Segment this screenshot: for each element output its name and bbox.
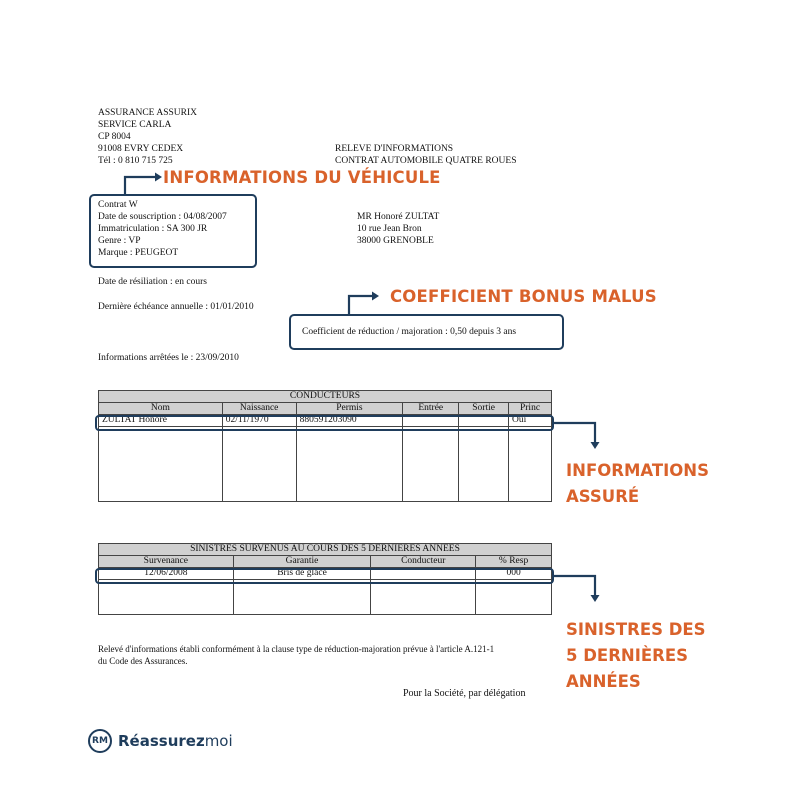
arrow-sinistres-icon — [553, 571, 603, 611]
echeance-date: Dernière échéance annuelle : 01/01/2010 — [98, 302, 254, 312]
col-princ: Princ — [509, 403, 552, 415]
logo-monogram-text: RM — [92, 736, 108, 746]
col-garantie: Garantie — [233, 556, 371, 568]
document-title-line2: CONTRAT AUTOMOBILE QUATRE ROUES — [335, 156, 517, 166]
legal-text — [98, 643, 494, 667]
col-nom: Nom — [99, 403, 223, 415]
insured-street: 10 rue Jean Bron — [357, 224, 422, 234]
vehicle-genre: Genre : VP — [98, 236, 141, 246]
insured-address — [357, 211, 439, 247]
annotation-vehicule: INFORMATIONS DU VÉHICULE — [163, 168, 441, 187]
table-row-empty — [99, 427, 552, 502]
col-naissance: Naissance — [222, 403, 296, 415]
conducteurs-table — [98, 390, 552, 502]
vehicle-info — [98, 199, 227, 259]
sinistres-title: SINISTRES SURVENUS AU COURS DES 5 DERNIERES ANNEES — [99, 544, 552, 556]
logo-text-part2: moi — [204, 732, 233, 750]
insured-row-highlight — [95, 415, 554, 431]
arrow-assure-icon — [553, 418, 603, 458]
col-permis: Permis — [296, 403, 403, 415]
insured-name: MR Honoré ZULTAT — [357, 212, 440, 222]
cell-survenance: 12/06/2008 — [99, 568, 234, 580]
annotation-sinistres — [566, 617, 706, 695]
annotation-bonus-malus: COEFFICIENT BONUS MALUS — [390, 287, 657, 306]
vehicle-contrat: Contrat W — [98, 200, 138, 210]
cell-garantie: Bris de glace — [233, 568, 371, 580]
cell-naissance: 02/11/1970 — [222, 415, 296, 427]
sender-city: 91008 EVRY CEDEX — [98, 144, 184, 154]
col-conducteur: Conducteur — [371, 556, 476, 568]
signature-text: Pour la Société, par délégation — [403, 688, 526, 699]
cell-permis: 880591203090 — [296, 415, 403, 427]
col-resp: % Resp — [476, 556, 552, 568]
cell-resp: 000 — [476, 568, 552, 580]
col-sortie: Sortie — [459, 403, 509, 415]
conducteurs-title: CONDUCTEURS — [99, 391, 552, 403]
annotation-sinistres-line1: SINISTRES DES — [566, 620, 706, 639]
vehicle-souscription: Date de souscription : 04/08/2007 — [98, 212, 227, 222]
logo-text — [118, 732, 233, 750]
sender-company: ASSURANCE ASSURIX — [98, 108, 197, 118]
vehicle-marque: Marque : PEUGEOT — [98, 248, 179, 258]
insured-city: 38000 GRENOBLE — [357, 236, 434, 246]
sender-cp: CP 8004 — [98, 132, 131, 142]
col-survenance: Survenance — [99, 556, 234, 568]
col-entree: Entrée — [403, 403, 459, 415]
vehicle-immatriculation: Immatriculation : SA 300 JR — [98, 224, 208, 234]
legal-line1: Relevé d'informations établi conformément à la clause type de réduction-majoration prévue à l'article A.121-1 — [98, 644, 495, 654]
resiliation-date: Date de résiliation : en cours — [98, 277, 207, 287]
informations-arretees: Informations arrêtées le : 23/09/2010 — [98, 353, 239, 363]
annotation-assure — [566, 458, 709, 510]
annotation-assure-line1: INFORMATIONS — [566, 461, 709, 480]
sender-service: SERVICE CARLA — [98, 120, 172, 130]
annotation-sinistres-line2: 5 DERNIÈRES — [566, 646, 688, 665]
sinistre-row-highlight — [95, 568, 554, 584]
sender-block — [98, 107, 197, 167]
annotation-sinistres-line3: ANNÉES — [566, 672, 641, 691]
annotation-assure-line2: ASSURÉ — [566, 487, 640, 506]
cell-princ: Oui — [509, 415, 552, 427]
coefficient-text: Coefficient de réduction / majoration : 0,50 depuis 3 ans — [302, 327, 517, 337]
sender-phone: Tél : 0 810 715 725 — [98, 156, 173, 166]
table-row-empty — [99, 580, 552, 615]
logo-monogram-icon — [88, 729, 112, 753]
cell-nom: ZULTAT Honoré — [99, 415, 223, 427]
reassurezmoi-logo — [88, 727, 233, 755]
document-title-line1: RELEVE D'INFORMATIONS — [335, 144, 454, 154]
logo-text-part1: Réassurez — [118, 732, 205, 750]
legal-line2: du Code des Assurances. — [98, 656, 188, 666]
document-title — [335, 143, 516, 167]
